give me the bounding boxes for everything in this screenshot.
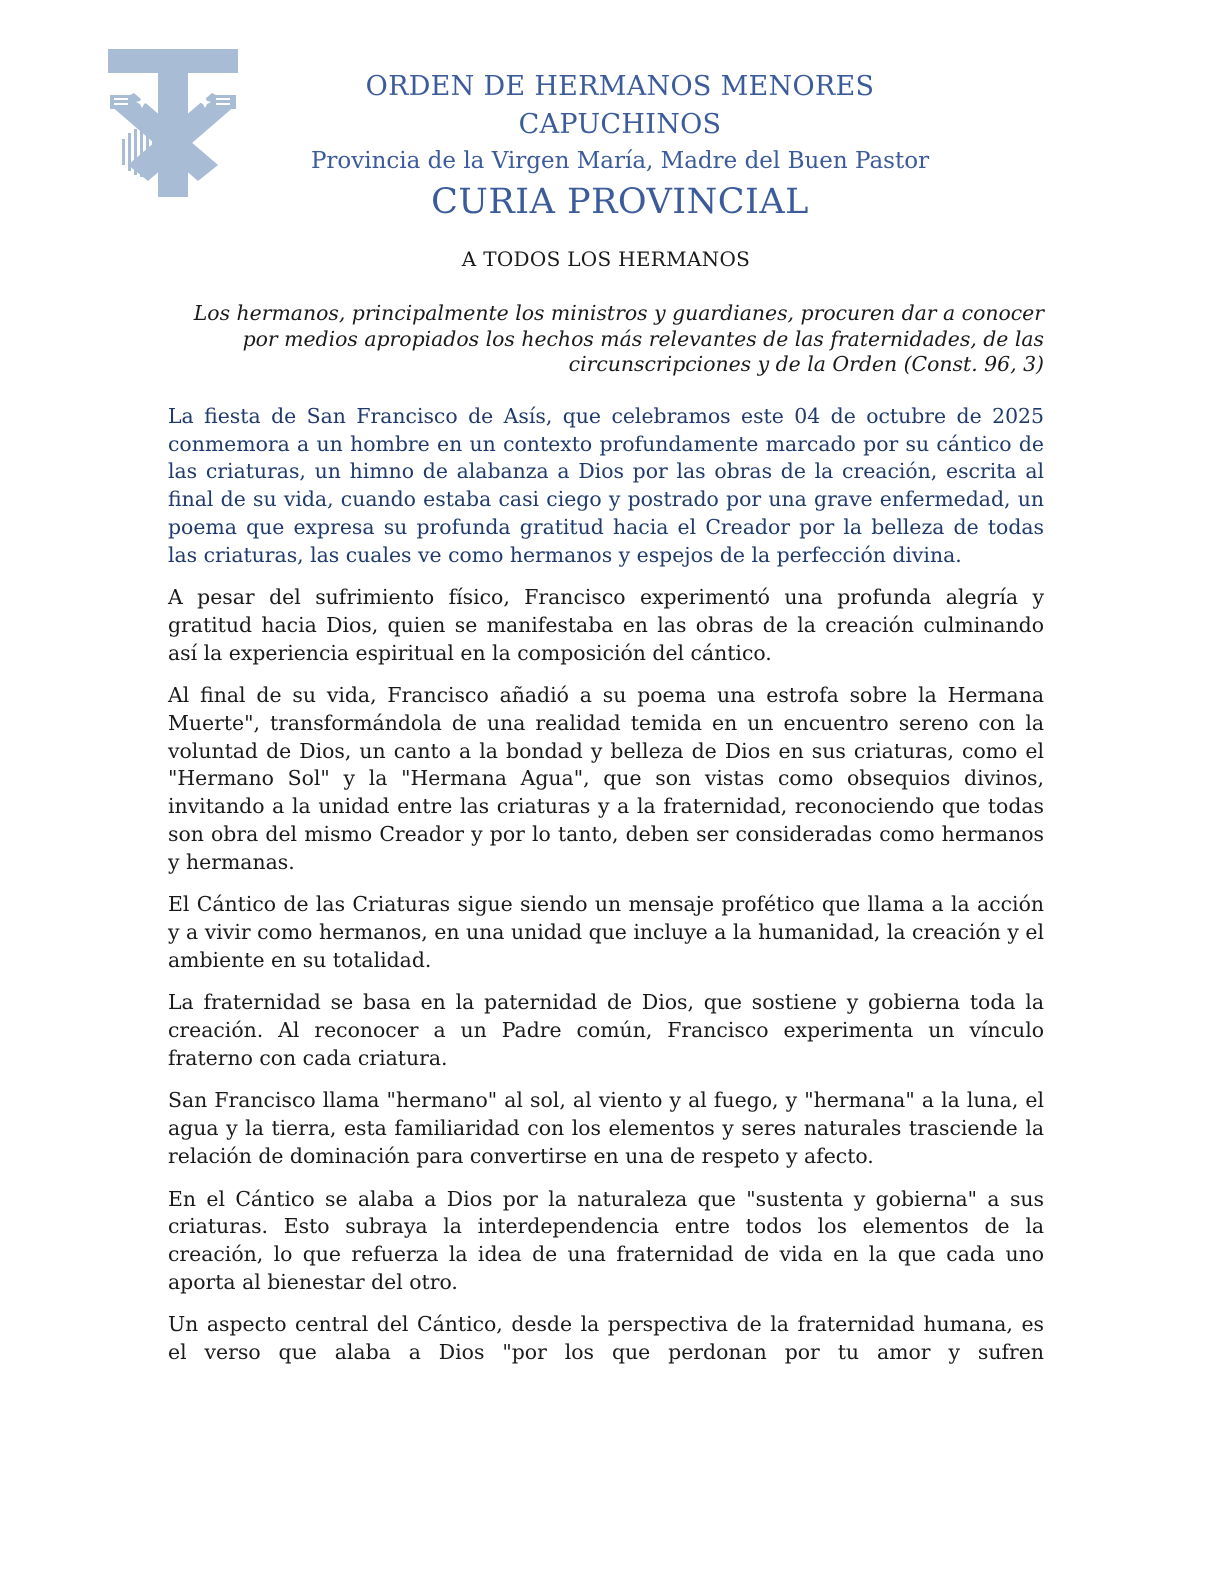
paragraph: Un aspecto central del Cántico, desde la perspectiva de la fraternidad humana, es el verso que alaba a Dios "por los que perdonan por tu amor y sufren (168, 1312, 1044, 1365)
paragraph: A pesar del sufrimiento físico, Francisco experimentó una profunda alegría y gratitud hacia Dios, quien se manifestaba en las obras de la creación culminando así la experiencia espiritual en la composición del cántico. (168, 585, 1044, 665)
epigraph-quote: Los hermanos, principalmente los ministros y guardianes, procuren dar a conocer por medios apropiados los hechos más relevantes de las fraternidades, de las circunscripciones y de la Orden (Const. 96, 3) (193, 301, 1044, 377)
curia-title: CURIA PROVINCIAL (431, 182, 809, 222)
paragraph: El Cántico de las Criaturas sigue siendo un mensaje profético que llama a la acción y a vivir como hermanos, en una unidad que incluye a la humanidad, la creación y el ambiente en su totalidad. (168, 892, 1044, 972)
order-name: ORDEN DE HERMANOS MENORES CAPUCHINOS (365, 71, 875, 140)
letterhead (260, 68, 980, 226)
paragraph: Al final de su vida, Francisco añadió a su poema una estrofa sobre la Hermana Muerte", transformándola de una realidad temida en un encuentro sereno con la voluntad de Dios, un canto a la bondad y belleza de Dios en sus criaturas, como el "Hermano Sol" y la "Hermana Agua", que son vistas como obsequios divinos, invitando a la unidad entre las criaturas y a la fraternidad, reconociendo que todas son obra del mismo Creador y por lo tanto, deben ser consideradas como hermanos y hermanas. (168, 683, 1044, 874)
addressee-heading: A TODOS LOS HERMANOS (461, 247, 751, 271)
paragraph: La fraternidad se basa en la paternidad de Dios, que sostiene y gobierna toda la creación. Al reconocer a un Padre común, Francisco experimenta un vínculo fraterno con cada criatura. (168, 990, 1044, 1070)
letter-body (168, 403, 1044, 1382)
paragraph: San Francisco llama "hermano" al sol, al viento y al fuego, y "hermana" a la luna, el agua y la tierra, esta familiaridad con los elementos y seres naturales trasciende la relación de dominación para convertirse en una de respeto y afecto. (168, 1088, 1044, 1168)
paragraph: La fiesta de San Francisco de Asís, que celebramos este 04 de octubre de 2025 conmemora a un hombre en un contexto profundamente marcado por su cántico de las criaturas, un himno de alabanza a Dios por las obras de la creación, escrita al final de su vida, cuando estaba casi ciego y postrado por una grave enfermedad, un poema que expresa su profunda gratitud hacia el Creador por la belleza de todas las criaturas, las cuales ve como hermanos y espejos de la perfección divina. (168, 404, 1044, 567)
capuchin-tau-cross-icon (106, 47, 240, 199)
paragraph: En el Cántico se alaba a Dios por la naturaleza que "sustenta y gobierna" a sus criaturas. Esto subraya la interdependencia entre todos los elementos de la creación, lo que refuerza la idea de una fraternidad de vida en la que cada uno aporta al bienestar del otro. (168, 1186, 1044, 1294)
province-name: Provincia de la Virgen María, Madre del Buen Pastor (310, 148, 930, 174)
